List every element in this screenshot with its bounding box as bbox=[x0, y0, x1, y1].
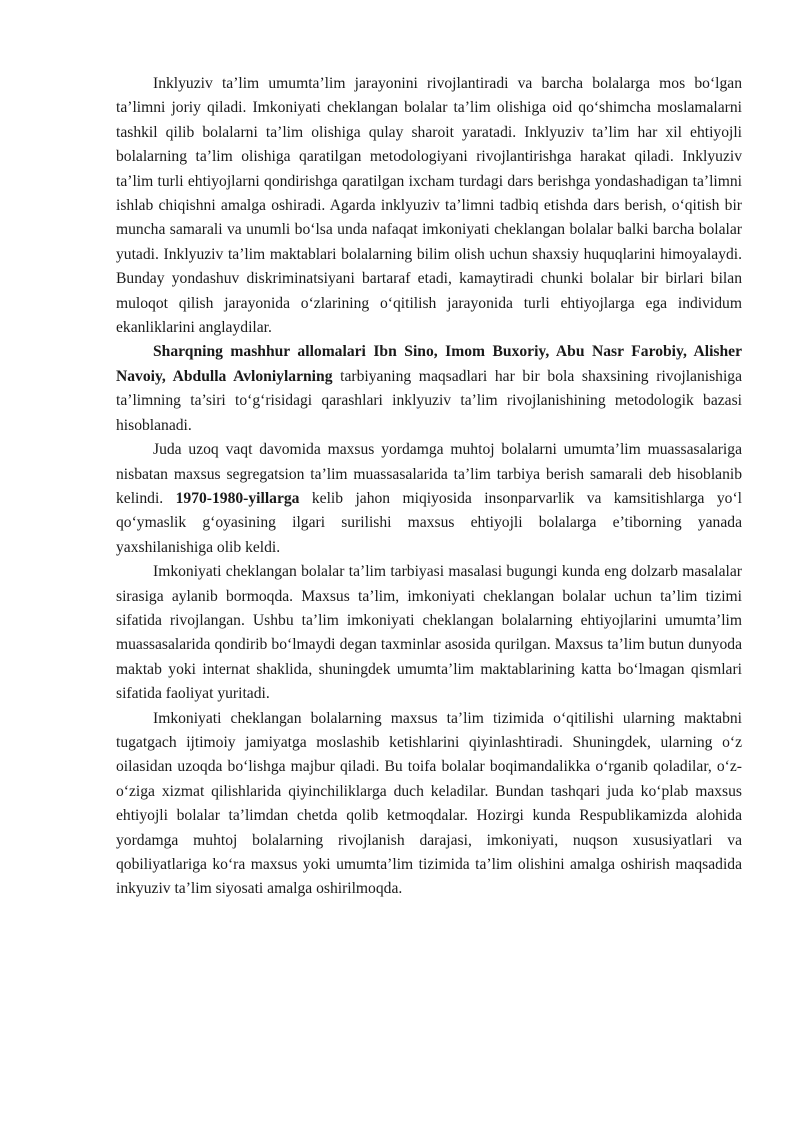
paragraph-text: Imkoniyati cheklangan bolalar ta’lim tarbiyasi masalasi bugungi kunda eng dolzarb masalalar sirasiga aylanib bormoqda. Maxsus ta’lim, imkoniyati cheklangan bolalar uchun ta’lim tizimi sifatida rivojlangan. Ushbu ta’lim imkoniyati cheklangan bolalarning ehtiyojlarini umumta’lim muassasalarida qondirib bo‘lmaydi degan taxminlar asosida qurilgan. Maxsus ta’lim butun dunyoda maktab yoki internat shaklida, shuningdek umumta’lim maktablarining katta bo‘lmagan qismlari sifatida faoliyat yuritadi. bbox=[116, 563, 742, 703]
paragraph-special-education bbox=[116, 560, 742, 706]
paragraph-inclusive-education-intro bbox=[116, 72, 742, 340]
document-page bbox=[116, 72, 742, 902]
paragraph-text: Juda uzoq vaqt davomida maxsus yordamga muhtoj bolalarni umumta’lim muassasalariga nisbatan maxsus segregatsion ta’lim muassasalarida ta’lim tarbiya berish samarali deb hisoblanib kelindi. bbox=[116, 441, 742, 507]
paragraph-eastern-scholars bbox=[116, 340, 742, 438]
paragraph-segregation-history bbox=[116, 438, 742, 560]
paragraph-text: kelib jahon miqiyosida insonparvarlik va kamsitishlarga yo‘l qo‘ymaslik g‘oyasining ilgari surilishi maxsus ehtiyojli bolalarga e’tiborning yanada yaxshilanishiga olib keldi. bbox=[116, 489, 742, 556]
paragraph-inclusive-policy bbox=[116, 707, 742, 902]
paragraph-text: Inklyuziv ta’lim umumta’lim jarayonini rivojlantiradi va barcha bolalarga mos bo‘lgan ta’limni joriy qiladi. Imkoniyati cheklangan bolalar ta’lim olishiga oid qo‘shimcha moslamalarni tashkil qilib bolalarni ta’lim olishiga qulay sharoit yaratadi. Inklyuziv ta’lim har xil ehtiyojli bolalarning ta’lim olishiga qaratilgan metodologiyani rivojlantirishga harakat qiladi. Inklyuziv ta’lim turli ehtiyojlarni qondirishga qaratilgan ixcham turdagi dars berishga yondashadigan ta’limni ishlab chiqishni amalga oshiradi. Agarda inklyuziv ta’limni tadbiq etishda dars berish, o‘qitish bir muncha samarali va unumli bo‘lsa unda nafaqat imkoniyati cheklangan bolalar balki barcha bolalar yutadi. Inklyuziv ta’lim maktablari bolalarning bilim olish uchun shaxsiy huquqlarini himoyalaydi. Bunday yondashuv diskriminatsiyani bartaraf etadi, kamaytiradi chunki bolalar bir birlari bilan muloqot qilish jarayonida o‘zlarining o‘qitilish jarayonida turli ehtiyojlarga ega individum ekanliklarini anglaydilar. bbox=[116, 75, 742, 337]
paragraph-text: Imkoniyati cheklangan bolalarning maxsus ta’lim tizimida o‘qitilishi ularning maktabni tugatgach ijtimoiy jamiyatga moslashib ketishlarini qiyinlashtiradi. Shuningdek, ularning o‘z oilasidan uzoqda bo‘lishga majbur qiladi. Bu toifa bolalar boqimandalikka o‘rganib qoladilar, o‘z-o‘ziga xizmat qilishlarida qiyinchiliklarga duch keladilar. Bundan tashqari juda ko‘plab maxsus ehtiyojli bolalar ta’limdan chetda qolib ketmoqdalar. Hozirgi kunda Respublikamizda alohida yordamga muhtoj bolalarning rivojlanish darajasi, imkoniyati, nuqson xususiyatlari va qobiliyatlariga ko‘ra maxsus yoki umumta’lim tizimida ta’lim olishini amalga oshirish maqsadida inkyuziv ta’lim siyosati amalga oshirilmoqda. bbox=[116, 709, 742, 898]
paragraph-text: tarbiyaning maqsadlari har bir bola shaxsining rivojlanishiga ta’limning ta’siri to‘g‘risidagi qarashlari inklyuziv ta’lim rivojlanishining metodologik bazasi hisoblanadi. bbox=[116, 367, 742, 434]
scholars-names-bold: Sharqning mashhur allomalari Ibn Sino, Imom Buxoriy, Abu Nasr Farobiy, Alisher Navoiy, Abdulla Avloniylarning bbox=[116, 343, 742, 385]
years-bold: 1970-1980-yillarga bbox=[175, 489, 300, 507]
